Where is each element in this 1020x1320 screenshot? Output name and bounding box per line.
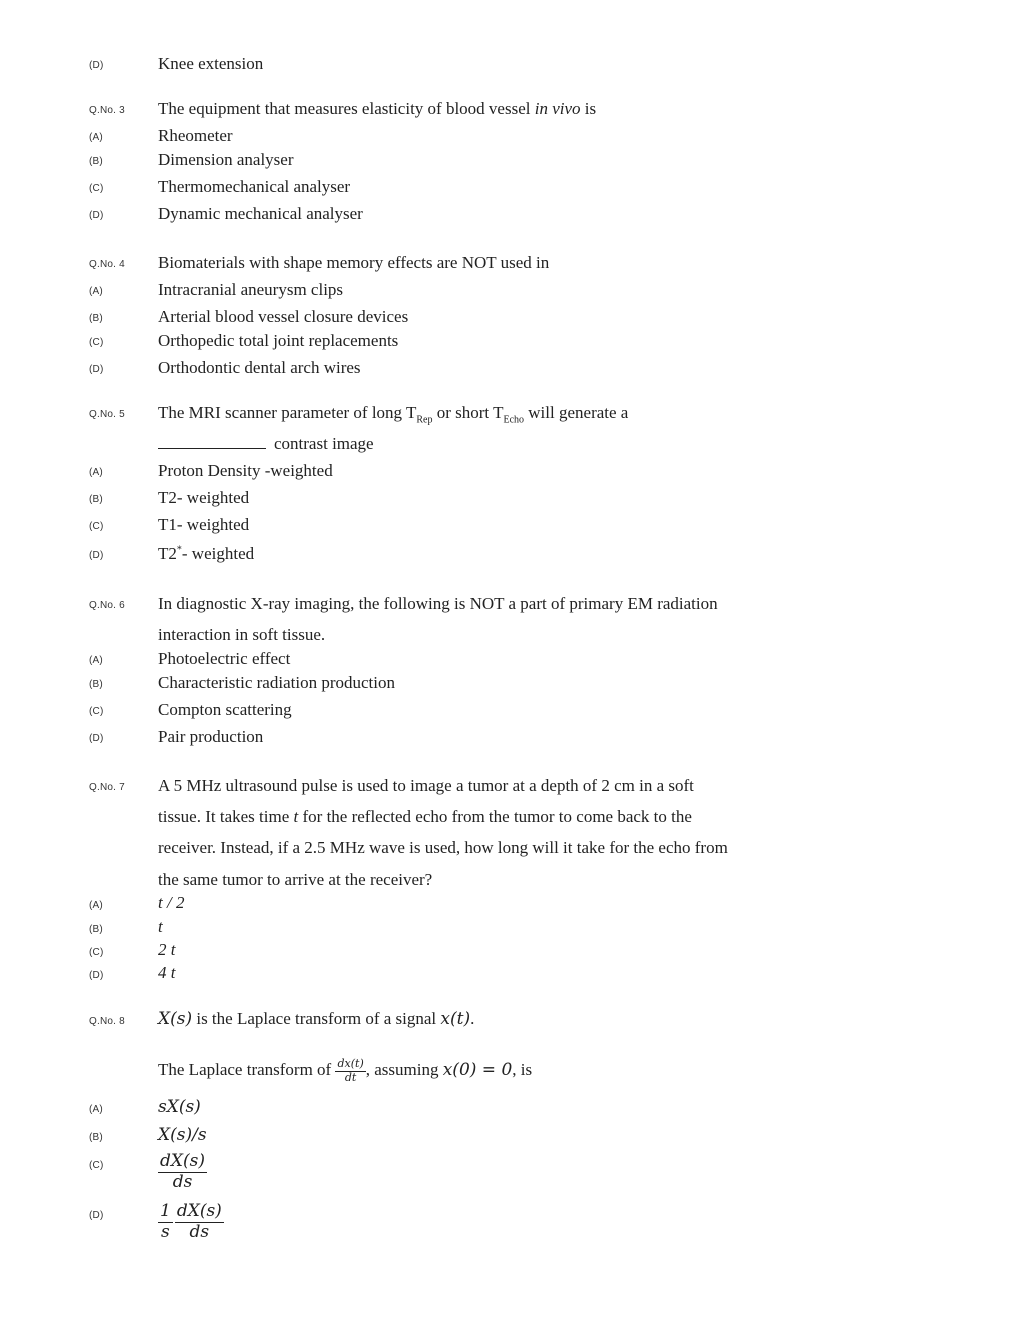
option-text: T2- weighted [158,488,250,507]
question-stem-line: The Laplace transform of $\frac{dx(t)}{dt}$ , assuming x(0) = 0, is [158,1057,533,1084]
option-text: t / 2 [158,893,185,912]
option-text: 2 t [158,940,176,959]
question-number: Q.No. 6 [89,600,125,611]
option-text: Arterial blood vessel closure devices [158,307,409,326]
option-label: (C) [89,706,104,717]
option-text: Photoelectric effect [158,649,291,668]
option-label: (A) [89,900,103,911]
question-stem: X(s) is the Laplace transform of a signal x(t). [158,1009,475,1029]
option-label: (C) [89,521,104,532]
option-text: Thermomechanical analyser [158,177,351,196]
option-label: (B) [89,494,103,505]
option-text: 4 t [158,963,176,982]
option-label: (A) [89,467,103,478]
option-label: (C) [89,183,104,194]
option-text: X(s)/s [158,1125,207,1145]
option-label: (A) [89,1104,103,1115]
question-stem: In diagnostic X-ray imaging, the following is NOT a part of primary EM radiation [158,594,718,613]
question-number: Q.No. 3 [89,105,125,116]
answer-blank [158,436,266,449]
question-stem-line: the same tumor to arrive at the receiver? [158,870,433,889]
option-label: (B) [89,924,103,935]
option-label: (B) [89,1132,103,1143]
option-text: Knee extension [158,54,264,73]
option-label: (B) [89,679,103,690]
question-number: Q.No. 5 [89,409,125,420]
option-text: sX(s) [158,1097,201,1117]
derivative-fraction: $\frac{dx(t)}{dt}$ [337,1057,364,1084]
question-stem-line: tissue. It takes time t for the reflected echo from the tumor to come back to the [158,807,692,826]
question-stem: A 5 MHz ultrasound pulse is used to image a tumor at a depth of 2 cm in a soft [158,776,694,795]
option-label: (B) [89,156,103,167]
question-stem: The equipment that measures elasticity of blood vessel in vivo is [158,99,597,118]
option-text: Characteristic radiation production [158,673,395,692]
option-text: Orthopedic total joint replacements [158,331,399,350]
option-text: Proton Density -weighted [158,461,333,480]
option-label: (D) [89,210,104,221]
option-text: Compton scattering [158,700,292,719]
option-label: (D) [89,1210,104,1221]
question-stem-line: receiver. Instead, if a 2.5 MHz wave is used, how long will it take for the echo from [158,838,728,857]
option-text: t [158,917,163,936]
option-label: (D) [89,970,104,981]
question-stem: Biomaterials with shape memory effects are NOT used in [158,253,550,272]
option-label: (D) [89,60,104,71]
option-text: Orthodontic dental arch wires [158,358,361,377]
option-text: Dimension analyser [158,150,294,169]
option-label: (D) [89,733,104,744]
option-label: (C) [89,337,104,348]
option-text: Pair production [158,727,264,746]
option-label: (C) [89,947,104,958]
question-stem-line: interaction in soft tissue. [158,625,326,644]
option-text: T1- weighted [158,515,250,534]
option-label: (D) [89,550,104,561]
option-label: (C) [89,1160,104,1171]
question-number: Q.No. 8 [89,1016,125,1027]
question-stem: The MRI scanner parameter of long $T_{Rep}$ or short $T_{Echo}$ will generate a [158,403,629,426]
option-text: Dynamic mechanical analyser [158,204,363,223]
option-label: (A) [89,286,103,297]
option-text: Rheometer [158,126,233,145]
option-label: (D) [89,364,104,375]
option-text: T2*- weighted [158,544,255,563]
option-fraction: $\frac{1}{s}$ $\frac{dX(s)}{ds}$ [160,1201,222,1242]
question-number: Q.No. 4 [89,259,125,270]
option-label: (A) [89,132,103,143]
option-fraction: $\frac{dX(s)}{ds}$ [160,1151,205,1192]
option-text: Intracranial aneurysm clips [158,280,344,299]
option-label: (B) [89,313,103,324]
question-stem-line: contrast image [158,434,374,454]
option-label: (A) [89,655,103,666]
question-number: Q.No. 7 [89,782,125,793]
